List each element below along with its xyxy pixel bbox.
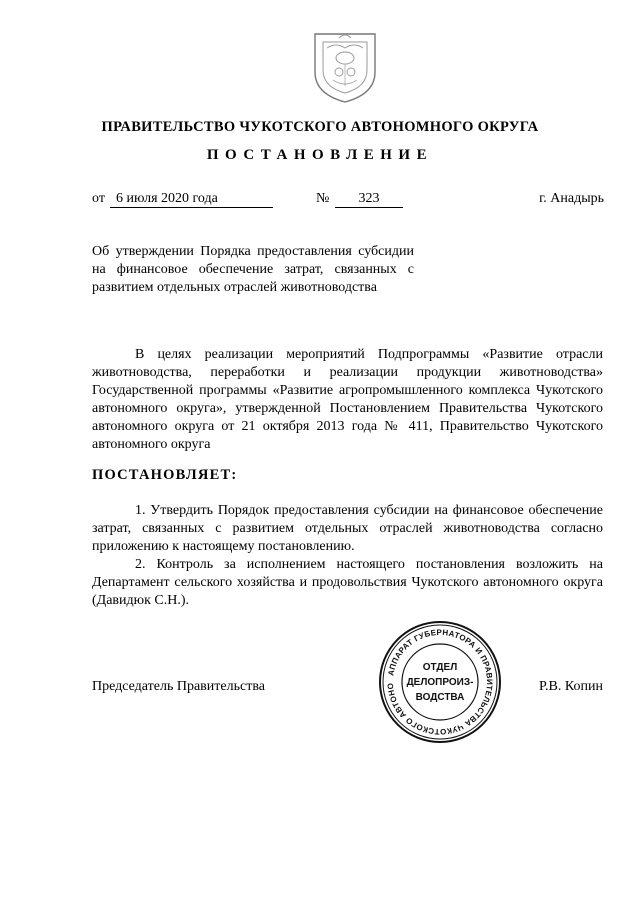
signatory-position: Председатель Правительства <box>92 679 265 694</box>
stamp-center-line-2: ДЕЛОПРОИЗ- <box>406 677 474 688</box>
document-date: 6 июля 2020 года <box>110 191 273 208</box>
resolution-items <box>92 502 603 610</box>
date-prefix: от <box>92 191 105 206</box>
preamble-paragraph: В целях реализации мероприятий Подпрограммы «Развитие отрасли животноводства, переработки и реализации продукции животноводства» Государственной программы «Развитие агропромышленного комплекса Чукотского автономного округа», утвержденной Постановлением Правительства Чукотского автономного округа от 21 октября 2013 года № 411, Правительство Чукотского автономного округа <box>92 347 603 452</box>
document-number: 323 <box>335 191 403 208</box>
resolution-item-2: 2. Контроль за исполнением настоящего постановления возложить на Департамент сельского хозяйства и продовольствия Чукотского автономного округа (Давидюк С.Н.). <box>92 557 603 608</box>
organization-title: ПРАВИТЕЛЬСТВО ЧУКОТСКОГО АВТОНОМНОГО ОКРУГА <box>101 119 539 135</box>
document-type-title: ПОСТАНОВЛЕНИЕ <box>206 147 434 163</box>
coat-of-arms-emblem <box>309 28 381 106</box>
document-city: г. Анадырь <box>539 191 604 206</box>
stamp-center-line-1: ОТДЕЛ <box>422 662 458 673</box>
signatory-name: Р.В. Копин <box>539 679 603 694</box>
official-stamp <box>378 620 502 744</box>
document-subject: Об утверждении Порядка предоставления субсидии на финансовое обеспечение затрат, связанных с развитием отдельных отраслей животноводства <box>92 244 414 295</box>
number-sign: № <box>316 191 330 206</box>
stamp-center-line-3: ВОДСТВА <box>415 692 465 703</box>
document-dateline <box>92 191 604 211</box>
resolves-heading: ПОСТАНОВЛЯЕТ: <box>92 467 238 483</box>
stamp-ring-text: АППАРАТ ГУБЕРНАТОРА И ПРАВИТЕЛЬСТВА ЧУКОТСКОГО АВТОНО <box>385 627 495 737</box>
resolution-item-1: 1. Утвердить Порядок предоставления субсидии на финансовое обеспечение затрат, связанных с развитием отдельных отраслей животноводства согласно приложению к настоящему постановлению. <box>92 503 603 554</box>
